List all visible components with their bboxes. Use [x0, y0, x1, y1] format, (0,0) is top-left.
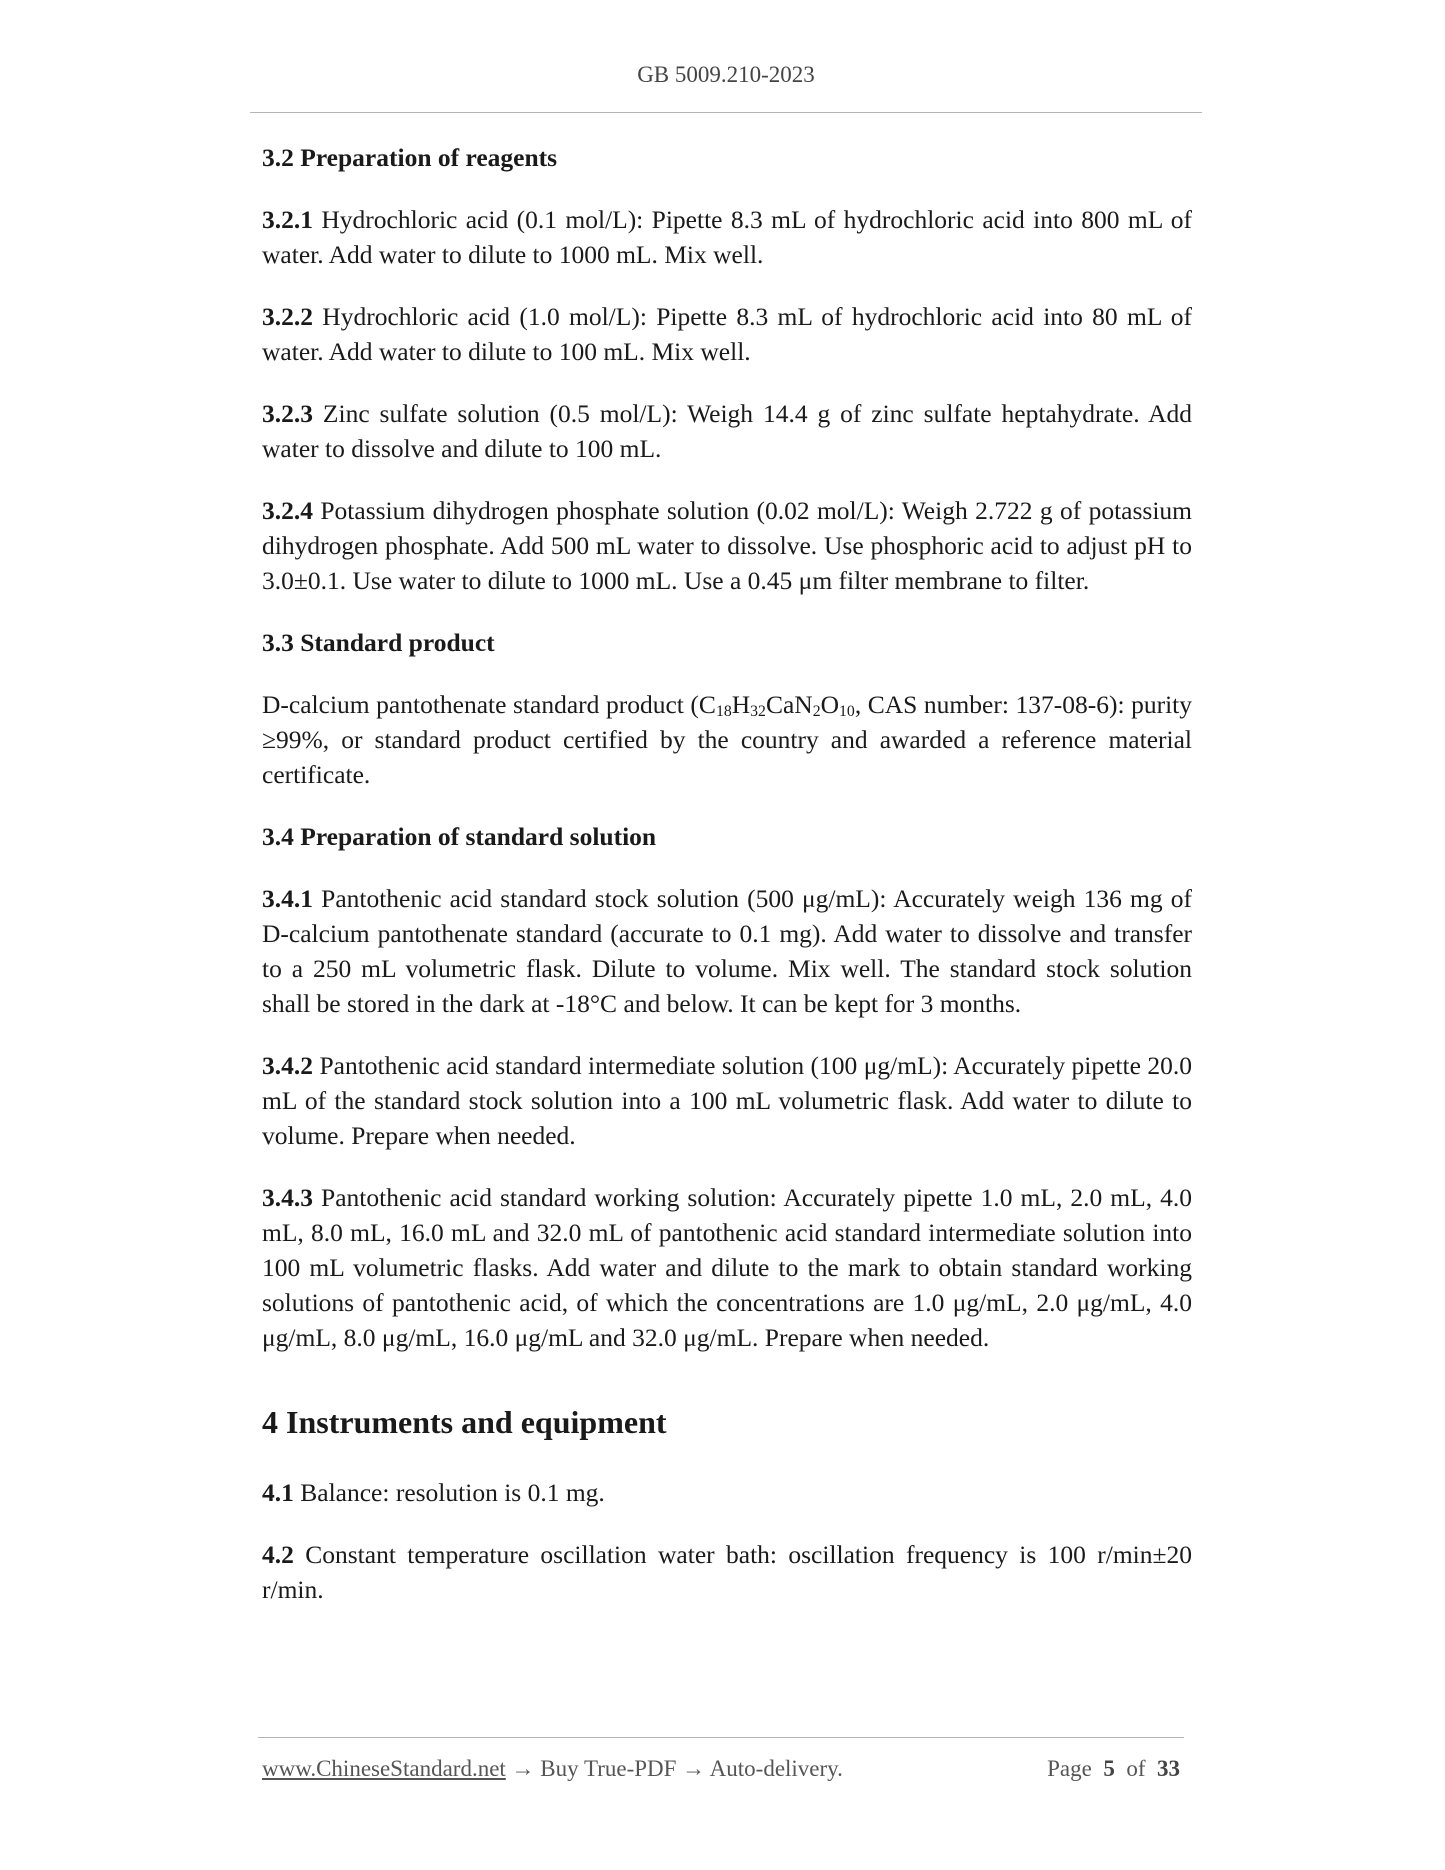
- document-body: [262, 140, 1192, 1634]
- clause-text: Pantothenic acid standard working solution: Accurately pipette 1.0 mL, 2.0 mL, 4.0 mL, 8.0 mL, 16.0 mL and 32.0 mL of pantothenic acid standard intermediate solution into 100 mL volumetric flasks. Add water and dilute to the mark to obtain standard working solutions of pantothenic acid, of which the concentrations are 1.0 μg/mL, 2.0 μg/mL, 4.0 μg/mL, 8.0 μg/mL, 16.0 μg/mL and 32.0 μg/mL. Prepare when needed.: [262, 1183, 1192, 1352]
- clause-number: 4.1: [262, 1478, 294, 1507]
- clause-text: Zinc sulfate solution (0.5 mol/L): Weigh 14.4 g of zinc sulfate heptahydrate. Add water to dissolve and dilute to 100 mL.: [262, 399, 1192, 463]
- header-divider: [250, 112, 1202, 113]
- paragraph-4-1: [262, 1475, 1192, 1510]
- clause-number: 3.2.4: [262, 496, 313, 525]
- page-footer: [262, 1754, 1182, 1784]
- clause-number: 3.2.3: [262, 399, 313, 428]
- clause-text: Hydrochloric acid (1.0 mol/L): Pipette 8.3 mL of hydrochloric acid into 80 mL of water. Add water to dilute to 100 mL. Mix well.: [262, 302, 1192, 366]
- paragraph-3-2-2: [262, 299, 1192, 369]
- current-page: 5: [1103, 1756, 1115, 1781]
- section-heading-3-2: 3.2 Preparation of reagents: [262, 143, 558, 172]
- clause-text: Constant temperature oscillation water bath: oscillation frequency is 100 r/min±20 r/min.: [262, 1540, 1192, 1604]
- clause-number: 3.4.2: [262, 1051, 313, 1080]
- paragraph-3-3: [262, 687, 1192, 792]
- clause-text: Pantothenic acid standard intermediate solution (100 μg/mL): Accurately pipette 20.0 mL of the standard stock solution into a 100 mL volumetric flask. Add water to dilute to volume. Prepare when needed.: [262, 1051, 1192, 1150]
- section-heading-3-4: 3.4 Preparation of standard solution: [262, 822, 657, 851]
- clause-number: 3.2.1: [262, 205, 313, 234]
- section-heading-3-3: 3.3 Standard product: [262, 628, 495, 657]
- clause-number: 4.2: [262, 1540, 294, 1569]
- clause-number: 3.4.3: [262, 1183, 313, 1212]
- page-header: GB 5009.210-2023: [637, 62, 815, 87]
- clause-number: 3.4.1: [262, 884, 313, 913]
- footer-tagline: → Buy True-PDF → Auto-delivery.: [505, 1756, 843, 1781]
- footer-divider: [258, 1737, 1184, 1738]
- chemical-formula: $C_{18}H_{32}CaN_2O_{10}$: [698, 690, 855, 720]
- website-link[interactable]: www.ChineseStandard.net: [262, 1756, 506, 1781]
- clause-text: Potassium dihydrogen phosphate solution (0.02 mol/L): Weigh 2.722 g of potassium dihydrogen phosphate. Add 500 mL water to dissolve. Use phosphoric acid to adjust pH to 3.0±0.1. Use water to dilute to 1000 mL. Use a 0.45 μm filter membrane to filter.: [262, 496, 1192, 595]
- paragraph-3-4-3: [262, 1180, 1192, 1355]
- paragraph-3-2-3: [262, 396, 1192, 466]
- clause-text: Pantothenic acid standard stock solution (500 μg/mL): Accurately weigh 136 mg of D-calcium pantothenate standard (accurate to 0.1 mg). Add water to dissolve and transfer to a 250 mL volumetric flask. Dilute to volume. Mix well. The standard stock solution shall be stored in the dark at -18°C and below. It can be kept for 3 months.: [262, 884, 1192, 1018]
- paragraph-3-2-1: [262, 202, 1192, 272]
- chapter-heading-4: 4 Instruments and equipment: [262, 1404, 667, 1440]
- standard-product-text-end: , CAS number: 137-08-6): purity ≥99%, or standard product certified by the country and awarded a reference material certificate.: [262, 690, 1193, 789]
- page-indicator: Page 5 of 33: [1047, 1756, 1180, 1781]
- standard-product-text: D-calcium pantothenate standard product (: [262, 690, 699, 719]
- paragraph-3-4-2: [262, 1048, 1192, 1153]
- clause-text: Balance: resolution is 0.1 mg.: [293, 1478, 605, 1507]
- clause-number: 3.2.2: [262, 302, 313, 331]
- clause-text: Hydrochloric acid (0.1 mol/L): Pipette 8.3 mL of hydrochloric acid into 800 mL of water. Add water to dilute to 1000 mL. Mix well.: [262, 205, 1192, 269]
- total-pages: 33: [1157, 1756, 1180, 1781]
- paragraph-3-2-4: [262, 493, 1192, 598]
- paragraph-4-2: [262, 1537, 1192, 1607]
- paragraph-3-4-1: [262, 881, 1192, 1021]
